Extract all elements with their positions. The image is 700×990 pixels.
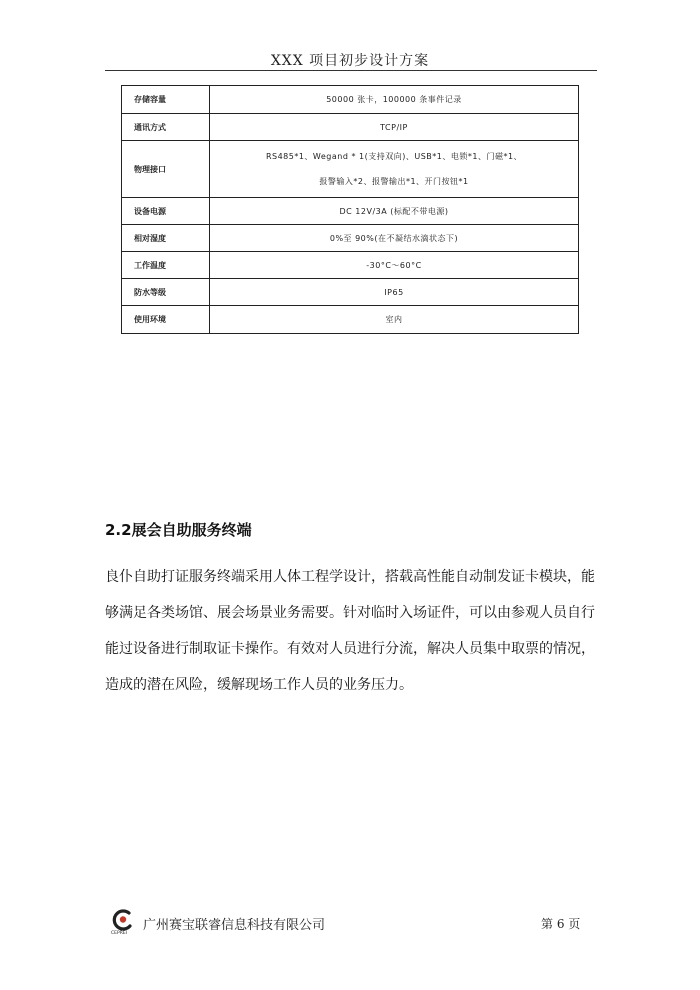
spec-key: 物理接口 [122,141,210,198]
section-heading: 2.2展会自助服务终端 [105,521,252,539]
spec-key: 防水等级 [122,279,210,306]
spec-value-line: 报警输入*2、报警输出*1、开门按钮*1 [319,177,469,186]
spec-key: 相对湿度 [122,225,210,252]
table-row [122,114,579,141]
spec-value-line: 50000 张卡，100000 条事件记录 [326,95,462,104]
spec-key: 存储容量 [122,86,210,114]
spec-key: 设备电源 [122,198,210,225]
table-row [122,141,579,198]
body-paragraph-line: 造成的潜在风险，缓解现场工作人员的业务压力。 [105,677,413,693]
body-paragraph-line: 能过设备进行制取证卡操作。有效对人员进行分流，解决人员集中取票的情况， [105,641,595,657]
spec-value-line: RS485*1、Wegand * 1(支持双向)、USB*1、电锁*1、门磁*1、 [265,152,523,161]
spec-key: 工作温度 [122,252,210,279]
footer-page-number: 第 6 页 [541,917,581,931]
spec-value [210,279,579,306]
spec-value [210,114,579,141]
spec-table [121,85,579,334]
table-row [122,198,579,225]
spec-value-line: TCP/IP [380,122,408,132]
header-title: XXX 项目初步设计方案 [270,53,430,69]
spec-value-line: DC 12V/3A (标配不带电源) [339,206,449,216]
logo-text: CEPREI [111,931,127,935]
table-row [122,225,579,252]
spec-value-line: -30°C～60°C [366,260,422,270]
table-row [122,279,579,306]
table-row [122,86,579,114]
spec-value [210,306,579,334]
body-paragraph-line: 良仆自助打证服务终端采用人体工程学设计，搭载高性能自动制发证卡模块，能 [105,569,595,585]
spec-value [210,198,579,225]
spec-value [210,225,579,252]
table-row [122,252,579,279]
spec-value-line: 室内 [385,315,403,324]
spec-key: 通讯方式 [122,114,210,141]
spec-value-line: 0%至 90%(在不凝结水滴状态下) [329,233,459,243]
spec-key: 使用环境 [122,306,210,334]
body-paragraph-line: 够满足各类场馆、展会场景业务需要。针对临时入场证件，可以由参观人员自行 [105,605,595,621]
company-logo-icon [110,907,136,935]
header-rule [105,70,597,71]
spec-value-line: IP65 [384,287,404,297]
table-row [122,306,579,334]
footer-company-name: 广州赛宝联睿信息科技有限公司 [143,918,326,933]
spec-value [210,86,579,114]
spec-value [210,141,579,198]
spec-value [210,252,579,279]
